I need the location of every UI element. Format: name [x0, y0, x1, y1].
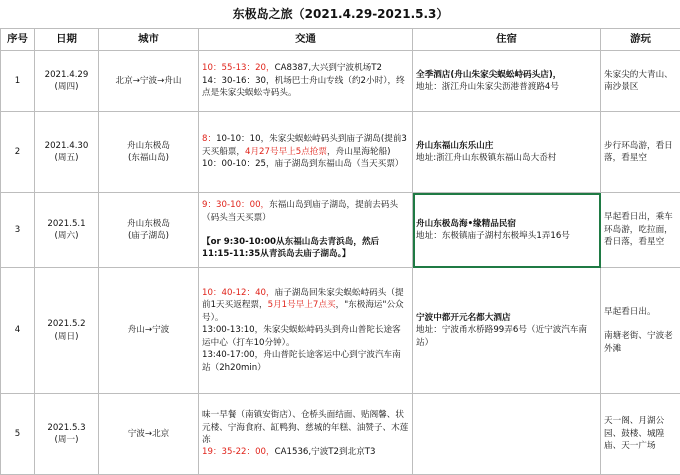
cell-lodging[interactable]: [413, 51, 601, 112]
header-date: 日期: [35, 29, 99, 51]
cell-activities[interactable]: 天一阁、月湖公园、鼓楼、城隍庙、天一广场: [601, 394, 680, 475]
cell-activities[interactable]: 早起看日出，乘车环岛游，吃拉面，看日落，看星空: [601, 193, 680, 268]
city-sub-text: (庙子湖岛): [102, 230, 195, 242]
cell-lodging[interactable]: [413, 394, 601, 475]
transport-line: 味一早餐（南镇安街店）、仓桥头面结面、贴阁馨、状元楼、宁海食府、缸鸭狗、慈城的年糕、油赞子、木莲冻: [202, 409, 409, 446]
transport-time: 10：55-13：20，: [202, 63, 275, 73]
date-text: 2021.5.3: [38, 422, 95, 434]
cell-date[interactable]: [35, 394, 99, 475]
cell-lodging[interactable]: [413, 193, 601, 268]
date-text: 2021.5.2: [38, 318, 95, 330]
transport-alternative: 【or 9:30-10:00从东福山岛去青浜岛，然后11:15-11:35从青浜岛去庙子湖岛。】: [202, 236, 409, 261]
transport-line: 13:00-13:10，朱家尖蜈蚣峙码头到舟山普陀长途客运中心（打车10分钟）。: [202, 324, 409, 349]
activity-text: 早起看日出。: [604, 306, 677, 318]
header-activities: 游玩: [601, 29, 680, 51]
cell-date[interactable]: [35, 51, 99, 112]
city-sub-text: (东福山岛): [102, 152, 195, 164]
cell-no[interactable]: 1: [1, 51, 35, 112]
cell-date[interactable]: [35, 193, 99, 268]
cell-no[interactable]: 4: [1, 268, 35, 394]
transport-line: 13:40-17:00，舟山普陀长途客运中心到宁波汽车南站（2h20min）: [202, 349, 409, 374]
weekday-text: (周五): [38, 152, 95, 164]
activity-text: 南塘老街、宁波老外滩: [604, 330, 677, 355]
hotel-name: 全季酒店(舟山朱家尖蜈蚣峙码头店)，: [416, 69, 597, 81]
header-no: 序号: [1, 29, 35, 51]
cell-city[interactable]: [99, 193, 199, 268]
cell-city[interactable]: 舟山→宁波: [99, 268, 199, 394]
sheet-title: 东极岛之旅（2021.4.29-2021.5.3）: [1, 0, 680, 29]
cell-activities[interactable]: 朱家尖的大青山、南沙景区: [601, 51, 680, 112]
transport-note: ，舟山星海轮船): [327, 147, 391, 157]
table-row: [1, 193, 680, 268]
transport-detail: 10-10：10，朱家尖蜈蚣峙码头到庙子湖岛: [216, 134, 381, 144]
date-text: 2021.4.29: [38, 69, 95, 81]
hotel-address: 地址：东极镇庙子湖村东极埠头1弄16号: [416, 231, 570, 241]
cell-city[interactable]: 宁波→北京: [99, 394, 199, 475]
hotel-address: 地址:浙江舟山东极镇东福山岛大岙村: [416, 153, 556, 163]
header-lodging: 住宿: [413, 29, 601, 51]
weekday-text: (周四): [38, 81, 95, 93]
cell-lodging[interactable]: [413, 268, 601, 394]
table-row: [1, 268, 680, 394]
cell-city[interactable]: 北京→宁波→舟山: [99, 51, 199, 112]
table-row: [1, 51, 680, 112]
transport-line: 10：00-10：25，庙子湖岛到东福山岛（当天买票）: [202, 158, 409, 170]
cell-transport[interactable]: [199, 394, 413, 475]
transport-note: (提前3天买船票，: [202, 134, 407, 156]
cell-activities[interactable]: [601, 268, 680, 394]
transport-line: [202, 287, 409, 324]
date-text: 2021.5.1: [38, 218, 95, 230]
weekday-text: (周一): [38, 434, 95, 446]
transport-detail: CA1536,宁波T2到北京T3: [275, 447, 376, 457]
transport-line: [202, 199, 409, 224]
transport-detail: CA8387,大兴到宁波机场T2: [275, 63, 382, 73]
transport-line: [202, 133, 409, 158]
city-text: 舟山东极岛: [102, 218, 195, 230]
hotel-name: 舟山东极岛海•缘精品民宿: [416, 218, 597, 230]
transport-line: [202, 62, 409, 74]
weekday-text: (周六): [38, 230, 95, 242]
transport-time: 19：35-22：00，: [202, 447, 275, 457]
table-row: [1, 394, 680, 475]
transport-time: 9：30-10：00，: [202, 200, 269, 210]
hotel-name: 舟山东福山东乐山庄: [416, 140, 597, 152]
cell-transport[interactable]: [199, 51, 413, 112]
transport-line: [202, 446, 409, 458]
city-text: 舟山东极岛: [102, 140, 195, 152]
date-text: 2021.4.30: [38, 140, 95, 152]
transport-detail: 东福山岛到庙子湖岛，提前去码头（码头当天买票）: [202, 200, 398, 222]
cell-no[interactable]: 3: [1, 193, 35, 268]
header-row: [1, 29, 680, 51]
cell-date[interactable]: [35, 112, 99, 193]
ticket-alert: 5月1号早上7点买: [268, 300, 336, 310]
ticket-alert: 4月27号早上5点抢票: [245, 147, 327, 157]
transport-note: ，"东极海运"公众号）。: [202, 300, 404, 322]
hotel-name: 宁波中都开元名都大酒店: [416, 312, 597, 324]
header-city: 城市: [99, 29, 199, 51]
cell-no[interactable]: 5: [1, 394, 35, 475]
cell-transport[interactable]: [199, 268, 413, 394]
transport-time: 8：: [202, 134, 216, 144]
table-row: [1, 112, 680, 193]
cell-date[interactable]: [35, 268, 99, 394]
hotel-address: 地址：宁波甬水桥路99弄6号（近宁波汽车南站）: [416, 325, 587, 347]
transport-detail: 庙子湖岛回朱家尖蜈蚣峙码头（提前1天买返程票，: [202, 288, 404, 310]
weekday-text: (周日): [38, 331, 95, 343]
cell-activities[interactable]: 步行环岛游，看日落，看星空: [601, 112, 680, 193]
transport-time: 10：40-12：40，: [202, 288, 275, 298]
hotel-address: 地址：浙江舟山朱家尖沥港普渡路4号: [416, 82, 559, 92]
cell-lodging[interactable]: [413, 112, 601, 193]
cell-transport[interactable]: [199, 112, 413, 193]
cell-no[interactable]: 2: [1, 112, 35, 193]
header-transport: 交通: [199, 29, 413, 51]
cell-transport[interactable]: [199, 193, 413, 268]
transport-line: 14：30-16：30，机场巴士舟山专线（约2小时），终点是朱家尖蜈蚣寺码头。: [202, 75, 409, 100]
cell-city[interactable]: [99, 112, 199, 193]
